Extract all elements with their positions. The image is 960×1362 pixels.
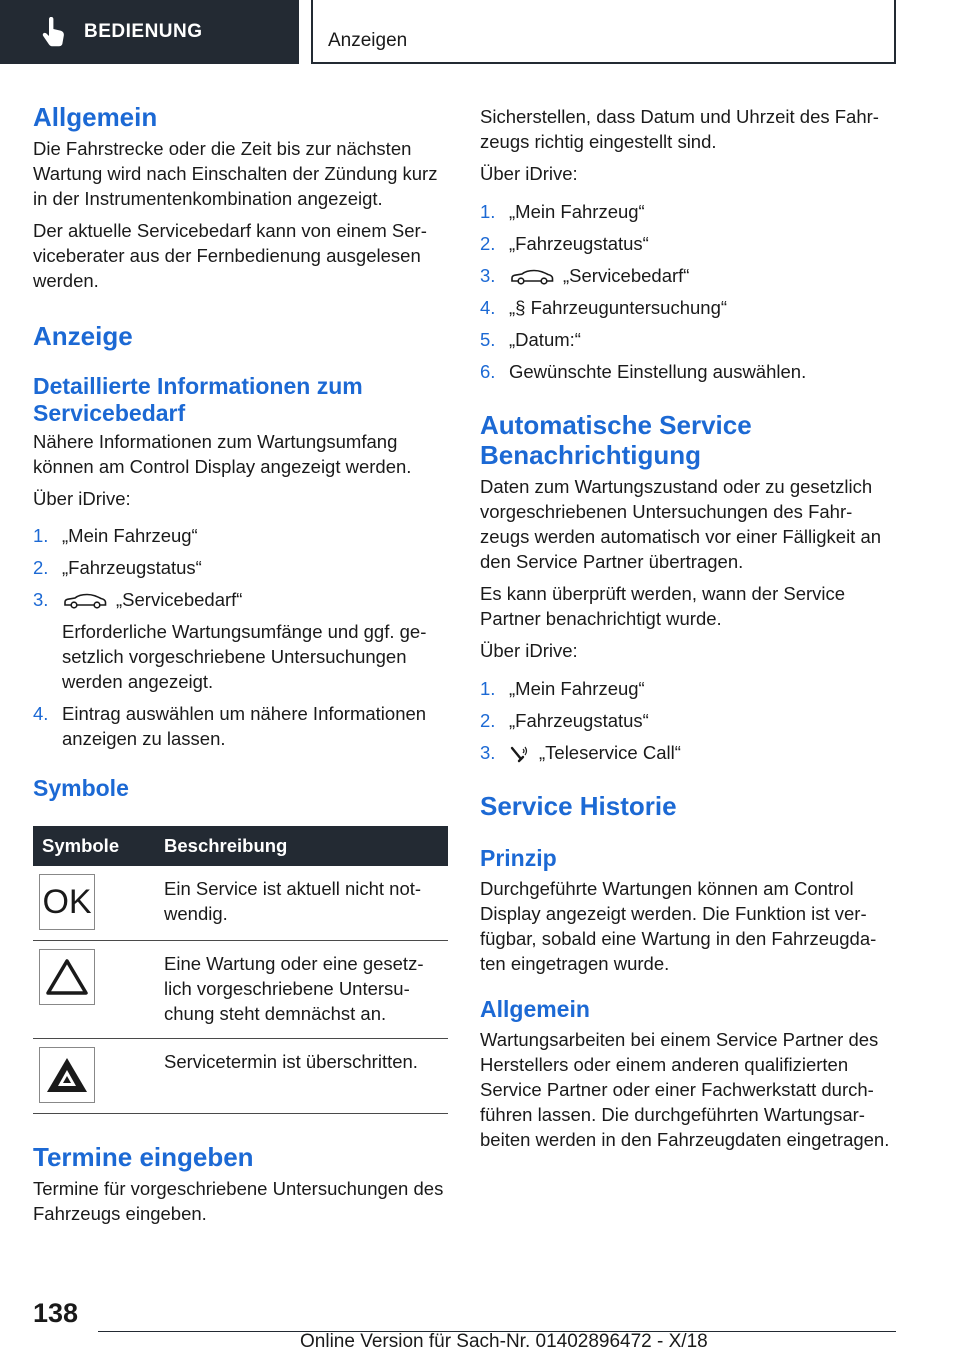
page-number: 138 bbox=[33, 1298, 79, 1328]
paragraph: Daten zum Wartungszustand oder zu gesetzlich vorgeschriebenen Untersuchungen des Fahrzeugs werden automatisch vor einer Fälligkeit an den Service Partner übertragen. bbox=[480, 476, 882, 572]
list-item: 2. „Fahrzeugstatus“ bbox=[33, 557, 202, 578]
paragraph: Der aktuelle Servicebedarf kann von einem Serviceberater aus der Fernbedienung ausgelesen werden. bbox=[33, 220, 427, 291]
heading-detail: Detaillierte Informationen zum Servicebedarf bbox=[33, 373, 363, 426]
chapter-header bbox=[311, 0, 896, 64]
heading-allgemein-right: Allgemein bbox=[480, 996, 590, 1022]
steps-list bbox=[480, 676, 895, 765]
list-item: 5. „Datum:“ bbox=[480, 329, 581, 350]
paragraph: Wartungsarbeiten bei einem Service Partner des Herstellers oder einem anderen qualifizierten Service Partner oder einer Fachwerkstatt durchführen lassen. Die durchgeführten Wartungsarbeiten werden in den Fahrzeugdaten eingetragen. bbox=[480, 1029, 890, 1150]
section-tab bbox=[0, 0, 299, 64]
symbol-table bbox=[33, 826, 448, 1114]
list-item: 1. „Mein Fahrzeug“ bbox=[480, 201, 645, 222]
heading-anzeige: Anzeige bbox=[33, 321, 133, 351]
idrive-label: Über iDrive: bbox=[480, 640, 578, 661]
paragraph: Die Fahrstrecke oder die Zeit bis zur nächsten Wartung wird nach Einschalten der Zündung kurz in der Instrumentenkombination angezeigt. bbox=[33, 138, 438, 209]
list-item: 2. „Fahrzeugstatus“ bbox=[480, 233, 649, 254]
list-item: 2. „Fahrzeugstatus“ bbox=[480, 710, 649, 731]
heading-automatische-service: Automatische Service Benachrichtigung bbox=[480, 410, 752, 470]
heading-allgemein: Allgemein bbox=[33, 102, 158, 132]
heading-termine: Termine eingeben bbox=[33, 1142, 254, 1172]
hand-pointer-icon bbox=[40, 17, 68, 47]
idrive-label: Über iDrive: bbox=[480, 163, 578, 184]
table-row: Servicetermin ist überschritten. bbox=[33, 1039, 448, 1114]
list-item: 1. „Mein Fahrzeug“ bbox=[33, 525, 198, 546]
paragraph: Termine für vorgeschriebene Untersuchungen des Fahrzeugs eingeben. bbox=[33, 1178, 444, 1224]
footer-version: Online Version für Sach-Nr. 01402896472 - X/18 bbox=[300, 1331, 708, 1352]
list-item: 3. „Servicebedarf“ bbox=[480, 265, 690, 286]
ok-icon: OK bbox=[39, 874, 95, 930]
heading-service-historie: Service Historie bbox=[480, 791, 677, 821]
list-item-sub: Erforderliche Wartungsumfänge und ggf. gesetzlich vorgeschriebene Untersuchungen werden angezeigt. bbox=[62, 621, 427, 692]
section-label: BEDIENUNG bbox=[84, 21, 203, 42]
list-item: 4. „§ Fahrzeuguntersuchung“ bbox=[480, 297, 728, 318]
left-column bbox=[33, 100, 448, 1226]
right-column bbox=[480, 104, 895, 1152]
heading-prinzip: Prinzip bbox=[480, 845, 557, 871]
steps-list bbox=[480, 199, 895, 384]
heading-symbole: Symbole bbox=[33, 775, 129, 801]
teleservice-wrench-icon bbox=[509, 744, 531, 764]
warning-triangle-filled-icon bbox=[39, 1047, 95, 1103]
table-row: OK Ein Service ist aktuell nicht notwendig. bbox=[33, 866, 448, 941]
chapter-label: Anzeigen bbox=[328, 30, 408, 51]
steps-list bbox=[33, 523, 448, 751]
table-header: Symbole bbox=[33, 826, 161, 866]
table-header: Beschreibung bbox=[161, 826, 448, 866]
paragraph: Es kann überprüft werden, wann der Service Partner benachrichtigt wurde. bbox=[480, 583, 846, 629]
paragraph: Durchgeführte Wartungen können am Control Display angezeigt werden. Die Funktion ist verfügbar, sobald eine Wartung in den Fahrzeugdaten eingetragen wurde. bbox=[480, 878, 877, 974]
paragraph: Sicherstellen, dass Datum und Uhrzeit des Fahrzeugs richtig eingestellt sind. bbox=[480, 106, 879, 152]
table-row: Eine Wartung oder eine gesetzlich vorgeschriebene Untersuchung steht demnächst an. bbox=[33, 941, 448, 1039]
list-item: 4. Eintrag auswählen um nähere Informationen anzeigen zu lassen. bbox=[33, 703, 427, 749]
car-icon bbox=[62, 593, 108, 609]
paragraph: Nähere Informationen zum Wartungsumfang können am Control Display angezeigt werden. bbox=[33, 431, 412, 477]
warning-triangle-outline-icon bbox=[39, 949, 95, 1005]
list-item: 6. Gewünschte Einstellung auswählen. bbox=[480, 361, 807, 382]
idrive-label: Über iDrive: bbox=[33, 488, 131, 509]
car-icon bbox=[509, 269, 555, 285]
list-item: 1. „Mein Fahrzeug“ bbox=[480, 678, 645, 699]
list-item: 3. „Teleservice Call“ bbox=[480, 742, 681, 763]
list-item: 3. „Servicebedarf“ Erforderliche Wartungsumfänge und ggf. gesetzlich vorgeschriebene Untersuchungen werden angezeigt. bbox=[33, 587, 448, 694]
